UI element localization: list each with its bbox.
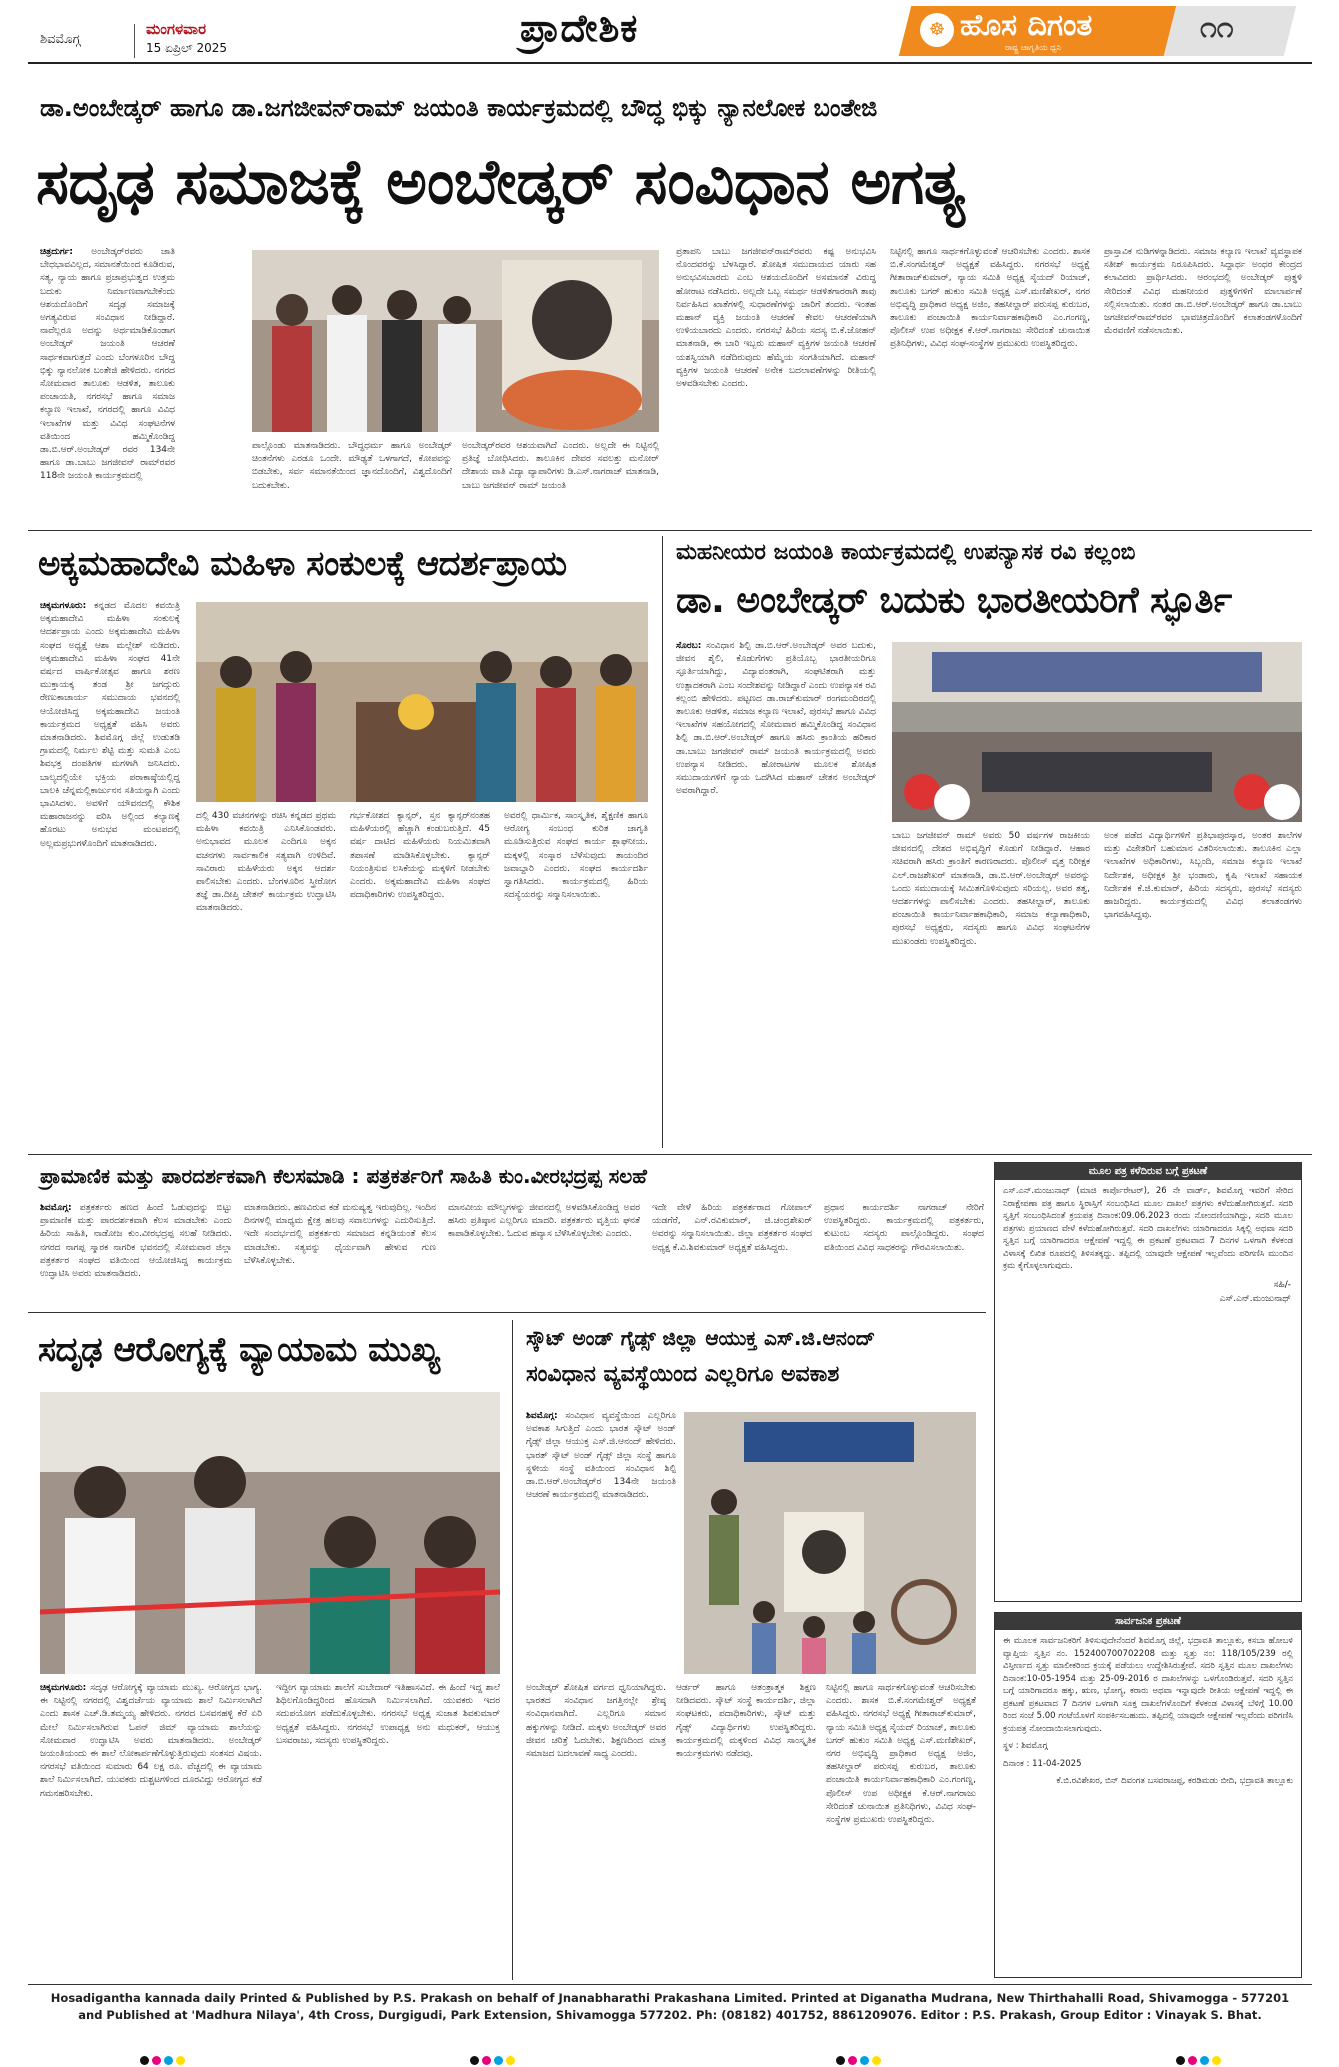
scout-column-1-text: ಸಂವಿಧಾನ ವ್ಯವಸ್ಥೆಯಿಂದ ಎಲ್ಲರಿಗೂ ಅವಕಾಶ ಸಿಗುತ್ತಿದೆ ಎಂದು ಭಾರತ ಸ್ಕೌಟ್ ಅಂಡ್ ಗೈಡ್ಸ್ ಜಿಲ್ಲಾ ಆಯುಕ್ತ ಎಸ್.ಜಿ.ಆನಂದ್ ಹೇಳಿದರು. ಭಾರತ್ ಸ್ಕೌಟ್ ಅಂಡ್ ಗೈಡ್ಸ್ ಜಿಲ್ಲಾ ಸಂಸ್ಥೆ ಹಾಗೂ ಸ್ಥಳೀಯ ಸಂಸ್ಥೆ ವತಿಯಿಂದ ಸಂವಿಧಾನ ಶಿಲ್ಪಿ ಡಾ.ಬಿ.ಆರ್.ಅಂಬೇಡ್ಕರ್‌ರ 134ನೇ ಜಯಂತಿ ಆಚರಣೆ ಕಾರ್ಯಕ್ರಮದಲ್ಲಿ ಮಾತನಾಡಿದರು. [526, 1411, 676, 1501]
akka-column-1 [40, 600, 180, 1140]
notice-sign-name: ಎಸ್.ಎನ್.ಮಂಜುನಾಥ್ [1219, 1293, 1291, 1304]
patrakarta-column-1-text: ಪತ್ರಕರ್ತರು ಹಣದ ಹಿಂದೆ ಓಡುವುದನ್ನು ಬಿಟ್ಟು ಪ್ರಾಮಾಣಿಕ ಮತ್ತು ಪಾರದರ್ಶಕವಾಗಿ ಕೆಲಸ ಮಾಡಬೇಕು ಎಂದು ಹಿರಿಯ ಸಾಹಿತಿ, ನಾಡೋಜ ಕುಂ.ವೀರಭದ್ರಪ್ಪ ಸಲಹೆ ನೀಡಿದರು. ನಗರದ ನಾಗಪ್ಪ ಸ್ಮಾರಕ ನಾಗರಿಕ ಭವನದಲ್ಲಿ ಸೋಮವಾರ ಜಿಲ್ಲಾ ಪತ್ರಕರ್ತರ ಸಂಘದ ವತಿಯಿಂದ ಆಯೋಜಿಸಿದ್ದ ಕಾರ್ಯಕ್ರಮ ಉದ್ಘಾಟಿಸಿ ಅವರು ಮಾತನಾಡಿದರು. [40, 1203, 232, 1280]
divider [28, 530, 1312, 531]
imprint-line-1: Hosadigantha kannada daily Printed & Published by P.S. Prakash on behalf of Jnanabharathi Prakashana Limited. Printed at Diganatha Mudrana, New Thirthahalli Road, Shivamogga - 577201 [50, 1991, 1290, 2005]
vyayama-headline: ಸದೃಢ ಆರೋಗ್ಯಕ್ಕೆ ವ್ಯಾಯಾಮ ಮುಖ್ಯ [38, 1330, 440, 1370]
ravi-photo [892, 642, 1302, 822]
public-notice [994, 1612, 1302, 1978]
registration-marks [140, 2050, 188, 2060]
registration-marks [836, 2050, 884, 2060]
registration-marks [470, 2050, 518, 2060]
notice-body: ಈ ಮೂಲಕ ಸಾರ್ವಜನಿಕರಿಗೆ ತಿಳಿಸುವುದೇನೆಂದರೆ ಶಿವಮೊಗ್ಗ ಜಿಲ್ಲೆ, ಭದ್ರಾವತಿ ತಾಲ್ಲೂಕು, ಕಸಬಾ ಹೋಬಳಿ ವ್ಯಾಪ್ತಿಯ ಸ್ವತ್ತಿನ ನಂ. 152400700702208 ಮತ್ತು ಸ್ವತ್ತು ನಂ: 118/105/239 ರಲ್ಲಿ ವಿಸ್ತೀರ್ಣದ ಸ್ವತ್ತು ಮಾಲೀಕರಿಂದ ಕ್ರಯಕ್ಕೆ ಪಡೆಯಲು ಉದ್ದೇಶಿಸಿರುತ್ತೇವೆ. ಸದರಿ ಸ್ವತ್ತಿನ ಮೂಲ ದಾಖಲೆಗಳು ದಿನಾಂಕ:10-05-1954 ಮತ್ತು 25-09-2016 ರ ದಾಖಲೆಗಳನ್ನು ಒಳಗೊಂಡಿರುತ್ತವೆ. ಸದರಿ ಸ್ವತ್ತಿನ ಬಗ್ಗೆ ಯಾರಿಗಾದರೂ ಹಕ್ಕು, ಋಣ, ಭೋಗ್ಯ, ಕರಾರು ಅಥವಾ ಇನ್ನಾವುದೇ ರೀತಿಯ ಆಕ್ಷೇಪಣೆ ಇದ್ದಲ್ಲಿ ಈ ಪ್ರಕಟಣೆ ಪ್ರಕಟವಾದ 7 ದಿನಗಳ ಒಳಗಾಗಿ ಸೂಕ್ತ ದಾಖಲೆಗಳೊಂದಿಗೆ ಕೆಳಕಂಡ ವಿಳಾಸಕ್ಕೆ ಬೆಳಿಗ್ಗೆ 10.00 ರಿಂದ ಸಂಜೆ 5.00 ಗಂಟೆಯೊಳಗೆ ಸಂಪರ್ಕಿಸಬಹುದು. ತಪ್ಪಿದಲ್ಲಿ ಯಾವುದೇ ಆಕ್ಷೇಪಣೆ ಇಲ್ಲವೆಂದು ಪರಿಗಣಿಸಿ ಕ್ರಯಪತ್ರ ನೋಂದಾಯಿಸಲಾಗುವುದು. [1003, 1636, 1293, 1734]
lead-kicker: ಡಾ.ಅಂಬೇಡ್ಕರ್ ಹಾಗೂ ಡಾ.ಜಗಜೀವನ್‌ರಾಮ್ ಜಯಂತಿ ಕಾರ್ಯಕ್ರಮದಲ್ಲಿ ಬೌದ್ಧ ಭಿಕ್ಕು ನ್ಯಾನಲೋಕ ಬಂತೇಜಿ [40, 94, 878, 122]
brand-tagline: ರಾಷ್ಟ್ರ ಜಾಗೃತಿಯ ಧ್ವನಿ [1005, 43, 1062, 52]
ravi-column-1 [676, 640, 876, 1140]
imprint [28, 1990, 1312, 2024]
notice-sign-label: ಸಹಿ/- [1273, 1279, 1291, 1290]
ravi-headline: ಡಾ. ಅಂಬೇಡ್ಕರ್ ಬದುಕು ಭಾರತೀಯರಿಗೆ ಸ್ಫೂರ್ತಿ [676, 580, 1232, 621]
patrakarta-column-2: ಮಾತನಾಡಿದರು. ಹಣವಿರುವ ಕಡೆ ಮನುಷ್ಯತ್ವ ಇರುವುದಿಲ್ಲ. ಇಂದಿನ ದಿನಗಳಲ್ಲಿ ಮಾಧ್ಯಮ ಕ್ಷೇತ್ರ ಹಲವು ಸವಾಲುಗಳನ್ನು ಎದುರಿಸುತ್ತಿದೆ. ಇದೇ ಸಂದರ್ಭದಲ್ಲಿ ಪತ್ರಕರ್ತರು ಸಮಾಜದ ಕನ್ನಡಿಯಂತೆ ಕೆಲಸ ಮಾಡಬೇಕು. ಸತ್ಯವನ್ನು ಧೈರ್ಯವಾಗಿ ಹೇಳುವ ಗುಣ ಬೆಳೆಸಿಕೊಳ್ಳಬೇಕು. [244, 1203, 436, 1266]
scout-column-1 [526, 1410, 676, 1680]
lead-column-1 [40, 246, 175, 524]
notice-title: ಮೂಲ ಪತ್ರ ಕಳೆದಿರುವ ಬಗ್ಗೆ ಪ್ರಕಟಣೆ [995, 1163, 1301, 1180]
divider [28, 1984, 1312, 1985]
lost-document-notice [994, 1162, 1302, 1602]
ravi-column-2: ಬಾಬು ಜಗಜೀವನ್ ರಾಮ್ ಅವರು 50 ವರ್ಷಗಳ ರಾಜಕೀಯ ಜೀವನದಲ್ಲಿ ದೇಶದ ಅಭಿವೃದ್ಧಿಗೆ ಕೊಡುಗೆ ನೀಡಿದ್ದಾರೆ. ಆಹಾರ ಸಚಿವರಾಗಿ ಹಸಿರು ಕ್ರಾಂತಿಗೆ ಕಾರಣರಾದರು. ಪೊಲೀಸ್ ವೃತ್ತ ನಿರೀಕ್ಷಕ ಎಲ್.ರಾಜಶೇಖರ್ ಮಾತನಾಡಿ, ಡಾ.ಬಿ.ಆರ್.ಅಂಬೇಡ್ಕರ್ ಅವರನ್ನು ಒಂದು ಸಮುದಾಯಕ್ಕೆ ಸೀಮಿತಗೊಳಿಸುವುದು ಸರಿಯಲ್ಲ. ಅವರ ತತ್ವ, ಆದರ್ಶಗಳನ್ನು ಪಾಲಿಸಬೇಕು ಎಂದರು. ತಹಸೀಲ್ದಾರ್, ತಾಲೂಕು ಪಂಚಾಯಿತಿ ಕಾರ್ಯನಿರ್ವಾಹಕಾಧಿಕಾರಿ, ಸಮಾಜ ಕಲ್ಯಾಣಾಧಿಕಾರಿ, ಪುರಸಭೆ ಅಧ್ಯಕ್ಷರು, ಸದಸ್ಯರು ಹಾಗೂ ವಿವಿಧ ಸಂಘಟನೆಗಳ ಮುಖಂಡರು ಉಪಸ್ಥಿತರಿದ್ದರು. [892, 831, 1090, 947]
imprint-line-2: and Published at 'Madhura Nilaya', 4th Cross, Durgigudi, Park Extension, Shivamogga 577202. Ph: (08182) 401752, 8861209076. Editor : P.S. Prakash, Group Editor : Vinayak S. Bhat. [78, 2008, 1262, 2022]
section-title: ಪ್ರಾದೇಶಿಕ [520, 6, 639, 50]
masthead-divider [134, 24, 135, 58]
vyayama-column-2: ಇದ್ದೀಗ ವ್ಯಾಯಾಮ ಶಾಲೆಗೆ ಸುಬೇದಾರ್ ಇತಿಹಾಸವಿದೆ. ಈ ಹಿಂದೆ ಇದ್ದ ಶಾಲೆ ಶಿಥಿಲಗೊಂಡಿದ್ದರಿಂದ ಹೊಸದಾಗಿ ನಿರ್ಮಿಸಲಾಗಿದೆ. ಯುವಕರು ಇದರ ಸದುಪಯೋಗ ಪಡೆದುಕೊಳ್ಳಬೇಕು. ನಗರಸಭೆ ಅಧ್ಯಕ್ಷ ಸುಜಾತ ಶಿವಕುಮಾರ್ ಅಧ್ಯಕ್ಷತೆ ವಹಿಸಿದ್ದರು. ನಗರಸಭೆ ಉಪಾಧ್ಯಕ್ಷ ಅನು ಮಧುಕರ್, ಆಯುಕ್ತ ಬಸವರಾಜು, ಸದಸ್ಯರು ಉಪಸ್ಥಿತರಿದ್ದರು. [276, 1683, 500, 1746]
lead-dateline: ಚಿತ್ರದುರ್ಗ: [40, 247, 74, 257]
patrakarta-column-1 [40, 1202, 232, 1300]
lead-column-5: ನಿಟ್ಟಿನಲ್ಲಿ ಹಾಗೂ ಸಾರ್ಥಕಗೊಳ್ಳುವಂತೆ ಆಚರಿಸಬೇಕು ಎಂದರು. ಶಾಸಕ ಬಿ.ಕೆ.ಸಂಗಮೇಶ್ವರ್ ಅಧ್ಯಕ್ಷತೆ ವಹಿಸಿದ್ದರು. ನಗರಸಭೆ ಅಧ್ಯಕ್ಷೆ ಗೀತಾರಾಜ್‌ಕುಮಾರ್, ನ್ಯಾಯ ಸಮಿತಿ ಅಧ್ಯಕ್ಷ ಸೈಯದ್ ರಿಯಾಜ್, ತಾಲೂಕು ಬಗರ್ ಹುಕುಂ ಸಮಿತಿ ಅಧ್ಯಕ್ಷ ಎಸ್.ಮಣಿಶೇಖರ್, ನಗರ ಅಭಿವೃದ್ಧಿ ಪ್ರಾಧಿಕಾರ ಅಧ್ಯಕ್ಷ ಅಜಿಂ, ತಹಸೀಲ್ದಾರ್ ಪರುಸಪ್ಪ ಕುರುಬರ, ತಾಲೂಕು ಪಂಚಾಯಿತಿ ಕಾರ್ಯನಿರ್ವಾಹಕಾಧಿಕಾರಿ ಎಂ.ಗಂಗಣ್ಣ, ಪೊಲೀಸ್ ಉಪ ಅಧೀಕ್ಷಕ ಕೆ.ಆರ್.ನಾಗರಾಜು ಸೇರಿದಂತೆ ಚುನಾಯಿತ ಪ್ರತಿನಿಧಿಗಳು, ವಿವಿಧ ಸಂಘ-ಸಂಸ್ಥೆಗಳ ಪ್ರಮುಖರು ಉಪಸ್ಥಿತರಿದ್ದರು. [890, 247, 1090, 350]
lead-column-3: ಅಂಬೇಡ್ಕರ್‌ರವರ ಆಶಯವಾಗಿದೆ ಎಂದರು. ಅಲ್ಲದೇ ಈ ನಿಟ್ಟಿನಲ್ಲಿ ಪ್ರತಿಜ್ಞೆ ಬೋಧಿಸಿದರು. ತಾಲೂಕಿನ ದೇವರ ಸವಲತ್ತು ಮನೋರ್ ದೇಶಾಯ ವಾತಿ ವಿದ್ಯಾ ವ್ಯಾಪಾರಿಗಳು ಡಿ.ಎಸ್.ನಾಗರಾಜ್ ಮಾತನಾಡಿ, ಬಾಬು ಜಗಜೀವನ್ ರಾಮ್ ಜಯಂತಿ [462, 441, 659, 491]
notice-place: ಸ್ಥಳ : ಶಿವಮೊಗ್ಗ [1003, 1741, 1048, 1751]
notice-body: ಎಸ್.ಎನ್.ಮಂಜುನಾಥ್ (ಮಾಜಿ ಕಾರ್ಪೊರೇಟರ್), 26 ನೇ ವಾರ್ಡ್, ಶಿವಮೊಗ್ಗ ಇವರಿಗೆ ಸೇರಿದ ನಿರಾಕ್ಷೇಪಣಾ ಪತ್ರ ಹಾಗೂ ಸ್ಥಿರಾಸ್ತಿಗೆ ಸಂಬಂಧಿಸಿದ ಮೂಲ ದಾಖಲೆ ಪತ್ರಗಳು ಕಳೆದುಹೋಗಿರುತ್ತವೆ. ಸದರಿ ಸ್ವತ್ತಿಗೆ ಸಂಬಂಧಿಸಿದಂತೆ ಕ್ರಯಪತ್ರ ದಿನಾಂಕ:09.06.2023 ರಂದು ನೋಂದಣಿಯಾಗಿದ್ದು, ಸದರಿ ಮೂಲ ಪತ್ರಗಳು ಪ್ರಯಾಣದ ವೇಳೆ ಕಳೆದುಹೋಗಿರುತ್ತವೆ. ಸದರಿ ದಾಖಲೆಗಳು ಯಾರಿಗಾದರೂ ಸಿಕ್ಕಲ್ಲಿ ಅಥವಾ ಸದರಿ ಸ್ವತ್ತಿನ ಬಗ್ಗೆ ಯಾರಿಗಾದರೂ ಆಕ್ಷೇಪಣೆ ಇದ್ದಲ್ಲಿ ಈ ಪ್ರಕಟಣೆ ಪ್ರಕಟವಾದ 7 ದಿನಗಳ ಒಳಗಾಗಿ ಕೆಳಕಂಡ ವಿಳಾಸಕ್ಕೆ ಲಿಖಿತ ರೂಪದಲ್ಲಿ ತಿಳಿಸತಕ್ಕದ್ದು. ತಪ್ಪಿದಲ್ಲಿ ಯಾವುದೇ ಆಕ್ಷೇಪಣೆ ಇಲ್ಲವೆಂದು ಪರಿಗಣಿಸಿ ಮುಂದಿನ ಕ್ರಮ ಕೈಗೊಳ್ಳಲಾಗುವುದು. [1003, 1186, 1293, 1271]
ravi-dateline: ಸೊರಬ: [676, 641, 702, 651]
scout-photo [684, 1412, 976, 1674]
divider [28, 1312, 986, 1313]
page-number: ೧೧ [1200, 10, 1234, 45]
akka-column-4: ಅವರಲ್ಲಿ ಧಾರ್ಮಿಕ, ಸಾಂಸ್ಕೃತಿಕ, ಶೈಕ್ಷಣಿಕ ಹಾಗೂ ಆರೋಗ್ಯ ಸಂಬಂಧ ಕುರಿತ ಜಾಗೃತಿ ಮೂಡಿಸುತ್ತಿರುವ ಸಂಘದ ಕಾರ್ಯ ಶ್ಲಾಘನೀಯ. ಮಕ್ಕಳಲ್ಲಿ ಸಂಸ್ಕಾರ ಬೆಳೆಸುವುದು ತಾಯಂದಿರ ಜವಾಬ್ದಾರಿ ಎಂದರು. ಸಂಘದ ಕಾರ್ಯದರ್ಶಿ ಸ್ವಾಗತಿಸಿದರು. ಕಾರ್ಯಕ್ರಮದಲ್ಲಿ ಹಿರಿಯ ಸದಸ್ಯೆಯರನ್ನು ಸನ್ಮಾನಿಸಲಾಯಿತು. [504, 811, 648, 901]
lead-photo [252, 250, 659, 432]
masthead-date: 15 ಏಪ್ರಿಲ್ 2025 [146, 41, 228, 55]
column-divider [662, 536, 663, 1148]
akka-column-1-text: ಕನ್ನಡದ ಮೊದಲ ಕವಯಿತ್ರಿ ಅಕ್ಕಮಹಾದೇವಿ ಮಹಿಳಾ ಸಂಕುಲಕ್ಕೆ ಆದರ್ಶಪ್ರಾಯ ಎಂದು ಅಕ್ಕಮಹಾದೇವಿ ಮಹಿಳಾ ಸಂಘದ ಅಧ್ಯಕ್ಷೆ ಆಶಾ ಮಲ್ಲೇಶ್ ನುಡಿದರು. ಅಕ್ಕಮಹಾದೇವಿ ಮಹಿಳಾ ಸಂಘದ 41ನೇ ವರ್ಷದ ವಾರ್ಷಿಕೋತ್ಸವ ಹಾಗೂ ಶರಣ ಮುಕ್ತಾಯಕ್ಕ ತಂಡ ಶ್ರೀ ಜಗದ್ಗುರು ರೇಣುಕಾಚಾರ್ಯ ಸಮುದಾಯ ಭವನದಲ್ಲಿ ಆಯೋಜಿಸಿದ್ದ ಅಕ್ಕಮಹಾದೇವಿ ಜಯಂತಿ ಕಾರ್ಯಕ್ರಮದ ಅಧ್ಯಕ್ಷತೆ ವಹಿಸಿ ಅವರು ಮಾತನಾಡಿದರು. ಶಿವಮೊಗ್ಗ ಜಿಲ್ಲೆ ಉಡುತಡಿ ಗ್ರಾಮದಲ್ಲಿ ನಿರ್ಮಲ ಶೆಟ್ಟಿ ಮತ್ತು ಸುಮತಿ ಎಂಬ ಶಿವಭಕ್ತ ದಂಪತಿಗಳ ಮಗಳಾಗಿ ಜನಿಸಿದರು. ಬಾಲ್ಯದಲ್ಲಿಯೇ ಭಕ್ತಿಯ ಪರಾಕಾಷ್ಠೆಯಲ್ಲಿದ್ದ ಬಾಲಕಿ ಚೆನ್ನಮಲ್ಲಿಕಾರ್ಜುನನ ಸತಿಯನ್ನಾಗಿ ಎಂದು ಭಾವಿಸಿದಳು. ಅವಳಿಗೆ ಯೌವನದಲ್ಲಿ ಕೌಶಿಕ ಮಹಾರಾಜನನ್ನು ವರಿಸಿ ಅಲ್ಲಿಂದ ಕಲ್ಯಾಣಕ್ಕೆ ಹೊರಟು ಅನುಭವ ಮಂಟಪದಲ್ಲಿ ಅಲ್ಲಮಪ್ರಭುಗಳೊಂದಿಗೆ ಮಾತನಾಡಿದರು. [40, 601, 180, 849]
patrakarta-column-5: ಪ್ರಧಾನ ಕಾರ್ಯದರ್ಶಿ ನಾಗರಾಜ್ ನೇರಿಗೆ ಉಪಸ್ಥಿತರಿದ್ದರು. ಕಾರ್ಯಕ್ರಮದಲ್ಲಿ ಪತ್ರಕರ್ತರು, ಕುಟುಂಬ ಸದಸ್ಯರು ಪಾಲ್ಗೊಂಡಿದ್ದರು. ಸಂಘದ ವತಿಯಿಂದ ವಿವಿಧ ಸಾಧಕರನ್ನು ಗೌರವಿಸಲಾಯಿತು. [824, 1203, 984, 1253]
lead-column-6: ಪ್ರಾಸ್ತಾವಿಕ ನುಡಿಗಳನ್ನಾಡಿದರು. ಸಮಾಜ ಕಲ್ಯಾಣ ಇಲಾಖೆ ವ್ಯವಸ್ಥಾಪಕ ಸತೀಶ್ ಕಾರ್ಯಕ್ರಮ ನಿರೂಪಿಸಿದರು. ಸಿದ್ದಾರ್ಥ ಅಂಧರ ಕೇಂದ್ರದ ಕಲಾವಿದರು ಪ್ರಾರ್ಥಿಸಿದರು. ಆರಂಭದಲ್ಲಿ ಅಂಬೇಡ್ಕರ್ ಪುತ್ಥಳಿ ಸೇರಿದಂತೆ ವಿವಿಧ ಮಹನೀಯರ ಪುತ್ಥಳಿಗಳಿಗೆ ಮಾಲಾರ್ಪಣೆ ಸಲ್ಲಿಸಲಾಯಿತು. ನಂತರ ಡಾ.ಬಿ.ಆರ್.ಅಂಬೇಡ್ಕರ್ ಹಾಗೂ ಡಾ.ಬಾಬು ಜಗಜೀವನ್‌ರಾಮ್‌ರವರ ಭಾವಚಿತ್ರದೊಂದಿಗೆ ಕಲಾತಂಡಗಳೊಂದಿಗೆ ಮೆರವಣಿಗೆ ನಡೆಸಲಾಯಿತು. [1104, 247, 1302, 337]
vyayama-column-1 [40, 1682, 262, 1978]
akka-column-2: ದಲ್ಲಿ 430 ವಚನಗಳನ್ನು ರಚಿಸಿ ಕನ್ನಡದ ಪ್ರಥಮ ಮಹಿಳಾ ಕವಯಿತ್ರಿ ಎನಿಸಿಕೊಂಡವರು. ಅನುಭಾವದ ಮೂಲಕ ಎಂದಿಗೂ ಅಕ್ಕನ ವಚನಗಳು ಸಾರ್ವಕಾಲಿಕ ಸತ್ಯವಾಗಿ ಉಳಿದಿವೆ. ಸಾವಿರಾರು ಮಹಿಳೆಯರು ಅಕ್ಕನ ಆದರ್ಶ ಪಾಲಿಸಬೇಕು ಎಂದರು. ಬೆಂಗಳೂರಿನ ಸ್ತ್ರೀರೋಗ ತಜ್ಞೆ ಡಾ.ದೀಪ್ತಿ ಚೇತನ್ ಕಾರ್ಯಕ್ರಮ ಉದ್ಘಾಟಿಸಿ ಮಾತನಾಡಿದರು. [196, 811, 336, 914]
brand-logo-icon: ☸ [920, 13, 954, 47]
ravi-column-1-text: ಸಂವಿಧಾನ ಶಿಲ್ಪಿ ಡಾ.ಬಿ.ಆರ್.ಅಂಬೇಡ್ಕರ್ ಅವರ ಬದುಕು, ಜೀವನ ಶೈಲಿ, ಕೊಡುಗೆಗಳು ಪ್ರತಿಯೊಬ್ಬ ಭಾರತೀಯರಿಗೂ ಸ್ಫೂರ್ತಿಯಾಗಿದ್ದು, ವಿದ್ಯಾವಂತರಾಗಿ, ಸಂಘಟಿತರಾಗಿ ಮತ್ತು ಉತ್ಪಾದಕರಾಗಿ ಎಂಬ ಸಂದೇಶವನ್ನು ನೀಡಿದ್ದಾರೆ ಎಂದು ಉಪನ್ಯಾಸಕ ರವಿ ಕಲ್ಲಂಬಿ ಹೇಳಿದರು. ಪಟ್ಟಣದ ಡಾ.ರಾಜ್‌ಕುಮಾರ್ ರಂಗಮಂದಿರದಲ್ಲಿ ತಾಲೂಕು ಆಡಳಿತ, ಸಮಾಜ ಕಲ್ಯಾಣ ಇಲಾಖೆ, ಪುರಸಭೆ ಹಾಗೂ ವಿವಿಧ ಇಲಾಖೆಗಳ ಸಹಯೋಗದಲ್ಲಿ ಸೋಮವಾರ ಹಮ್ಮಿಕೊಂಡಿದ್ದ ಸಂವಿಧಾನ ಶಿಲ್ಪಿ ಡಾ.ಬಿ.ಆರ್.ಅಂಬೇಡ್ಕರ್ ಹಾಗೂ ಹಸಿರು ಕ್ರಾಂತಿಯ ಹರಿಕಾರ ಡಾ.ಬಾಬು ಜಗಜೀವನ್ ರಾಮ್ ಜಯಂತಿ ಕಾರ್ಯಕ್ರಮದಲ್ಲಿ ಅವರು ಉಪನ್ಯಾಸ ನೀಡಿದರು. ಹೋರಾಟಗಳ ಮೂಲಕ ಶೋಷಿತ ಸಮುದಾಯಗಳಿಗೆ ನ್ಯಾಯ ಒದಗಿಸಿದ ಮಹಾನ್ ಚೇತನ ಅಂಬೇಡ್ಕರ್ ಅವರಾಗಿದ್ದಾರೆ. [676, 641, 876, 797]
divider [28, 1154, 1312, 1155]
akka-photo [196, 602, 648, 802]
scout-column-4: ನಿಟ್ಟಿನಲ್ಲಿ ಹಾಗೂ ಸಾರ್ಥಕಗೊಳ್ಳುವಂತೆ ಆಚರಿಸಬೇಕು ಎಂದರು. ಶಾಸಕ ಬಿ.ಕೆ.ಸಂಗಮೇಶ್ವರ್ ಅಧ್ಯಕ್ಷತೆ ವಹಿಸಿದ್ದರು. ನಗರಸಭೆ ಅಧ್ಯಕ್ಷೆ ಗೀತಾರಾಜ್‌ಕುಮಾರ್, ನ್ಯಾಯ ಸಮಿತಿ ಅಧ್ಯಕ್ಷ ಸೈಯದ್ ರಿಯಾಜ್, ತಾಲೂಕು ಬಗರ್ ಹುಕುಂ ಸಮಿತಿ ಅಧ್ಯಕ್ಷ ಎಸ್.ಮಣಿಶೇಖರ್, ನಗರ ಅಭಿವೃದ್ಧಿ ಪ್ರಾಧಿಕಾರ ಅಧ್ಯಕ್ಷ ಅಜಿಂ, ತಹಸೀಲ್ದಾರ್ ಪರುಸಪ್ಪ ಕುರುಬರ, ತಾಲೂಕು ಪಂಚಾಯಿತಿ ಕಾರ್ಯನಿರ್ವಾಹಕಾಧಿಕಾರಿ ಎಂ.ಗಂಗಣ್ಣ, ಪೊಲೀಸ್ ಉಪ ಅಧೀಕ್ಷಕ ಕೆ.ಆರ್.ನಾಗರಾಜು ಸೇರಿದಂತೆ ಚುನಾಯಿತ ಪ್ರತಿನಿಧಿಗಳು, ವಿವಿಧ ಸಂಘ-ಸಂಸ್ಥೆಗಳ ಪ್ರಮುಖರು ಉಪಸ್ಥಿತರಿದ್ದರು. [826, 1683, 976, 1826]
scout-kicker: ಸ್ಕೌಟ್ ಅಂಡ್ ಗೈಡ್ಸ್ ಜಿಲ್ಲಾ ಆಯುಕ್ತ ಎಸ್.ಜಿ.ಆನಂದ್ [526, 1326, 876, 1350]
scout-column-2: ಅಂಬೇಡ್ಕರ್ ಶೋಷಿತ ವರ್ಗದ ಧ್ವನಿಯಾಗಿದ್ದರು. ಭಾರತದ ಸಂವಿಧಾನ ಜಗತ್ತಿನಲ್ಲೇ ಶ್ರೇಷ್ಠ ಸಂವಿಧಾನವಾಗಿದೆ. ಎಲ್ಲರಿಗೂ ಸಮಾನ ಹಕ್ಕುಗಳನ್ನು ನೀಡಿದೆ. ಮಕ್ಕಳು ಅಂಬೇಡ್ಕರ್ ಅವರ ಜೀವನ ಚರಿತ್ರೆ ಓದಬೇಕು. ಶಿಕ್ಷಣದಿಂದ ಮಾತ್ರ ಸಮಾಜದ ಬದಲಾವಣೆ ಸಾಧ್ಯ ಎಂದರು. [526, 1683, 666, 1760]
masthead-city: ಶಿವಮೊಗ್ಗ [40, 32, 81, 47]
scout-column-3: ಆರ್ಡರ್ ಹಾಗೂ ಆತಂತ್ರಾತ್ಮಕ ಶಿಕ್ಷಣ ನೀಡಿದವರು. ಸ್ಕೌಟ್ ಸಂಸ್ಥೆ ಕಾರ್ಯದರ್ಶಿ, ಜಿಲ್ಲಾ ಸಂಘಟಕರು, ಪದಾಧಿಕಾರಿಗಳು, ಸ್ಕೌಟ್ ಮತ್ತು ಗೈಡ್ಸ್ ವಿದ್ಯಾರ್ಥಿಗಳು ಉಪಸ್ಥಿತರಿದ್ದರು. ಕಾರ್ಯಕ್ರಮದಲ್ಲಿ ಮಕ್ಕಳಿಂದ ವಿವಿಧ ಸಾಂಸ್ಕೃತಿಕ ಕಾರ್ಯಕ್ರಮಗಳು ನಡೆದವು. [676, 1683, 816, 1760]
akka-headline: ಅಕ್ಕಮಹಾದೇವಿ ಮಹಿಳಾ ಸಂಕುಲಕ್ಕೆ ಆದರ್ಶಪ್ರಾಯ [38, 544, 567, 584]
masthead-day: ಮಂಗಳವಾರ [146, 20, 207, 38]
patrakarta-column-3: ಮಾನವೀಯ ಮೌಲ್ಯಗಳನ್ನು ಜೀವನದಲ್ಲಿ ಅಳವಡಿಸಿಕೊಂಡಿದ್ದ ಅವರ ಹಸಿರು ಪ್ರತಿಷ್ಠಾನ ಎಲ್ಲರಿಗೂ ಮಾದರಿ. ಪತ್ರಕರ್ತರು ವೃತ್ತಿಯ ಘನತೆ ಕಾಪಾಡಿಕೊಳ್ಳಬೇಕು. ಓದುವ ಹವ್ಯಾಸ ಬೆಳೆಸಿಕೊಳ್ಳಬೇಕು ಎಂದರು. [448, 1203, 640, 1240]
lead-headline: ಸದೃಢ ಸಮಾಜಕ್ಕೆ ಅಂಬೇಡ್ಕರ್ ಸಂವಿಧಾನ ಅಗತ್ಯ [36, 145, 965, 218]
akka-dateline: ಚಿಕ್ಕಮಗಳೂರು: [40, 601, 87, 611]
lead-column-2: ಪಾಲ್ಗೊಂಡು ಮಾತನಾಡಿದರು. ಬೌದ್ಧಧರ್ಮ ಹಾಗೂ ಅಂಬೇಡ್ಕರ್ ಚಿಂತನೆಗಳು ಎರಡೂ ಒಂದೇ. ಮೌಢ್ಯತೆ ಒಳಗಾಗದೆ, ಕೋಪವನ್ನು ಬಿಡಬೇಕು, ಸರ್ವ ಸಮಾನತೆಯಿಂದ ಜ್ಞಾನದೊಂದಿಗೆ, ವಿಶ್ವದೊಂದಿಗೆ ಬದುಕಬೇಕು. [252, 441, 452, 491]
scout-headline: ಸಂವಿಧಾನ ವ್ಯವಸ್ಥೆಯಿಂದ ಎಲ್ಲರಿಗೂ ಅವಕಾಶ [526, 1362, 840, 1387]
registration-marks [1176, 2050, 1224, 2060]
scout-dateline: ಶಿವಮೊಗ್ಗ: [526, 1411, 558, 1421]
ravi-column-3: ಅಂಕ ಪಡೆದ ವಿದ್ಯಾರ್ಥಿಗಳಿಗೆ ಪ್ರತಿಭಾಪುರಸ್ಕಾರ, ಅಂತರ ಶಾಲೆಗಳ ಮತ್ತು ವಿಜೇತರಿಗೆ ಬಹುಮಾನ ವಿತರಿಸಲಾಯಿತು. ತಾಲೂಕಿನ ಎಲ್ಲಾ ಇಲಾಖೆಗಳ ಅಧಿಕಾರಿಗಳು, ಸಿಬ್ಬಂದಿ, ಸಮಾಜ ಕಲ್ಯಾಣ ಇಲಾಖೆ ನಿರ್ದೇಶಕ, ಅಧೀಕ್ಷಕ ಶ್ರೀ ಭಂಡಾರು, ಕೃಷಿ ಇಲಾಖೆ ಸಹಾಯಕ ನಿರ್ದೇಶಕ ಕೆ.ಜಿ.ಕುಮಾರ್, ಹಿರಿಯ ಸದಸ್ಯರು, ಪುರಸಭೆ ಸದಸ್ಯರು ಹಾಜರಿದ್ದರು. ಕಾರ್ಯಕ್ರಮದಲ್ಲಿ ವಿವಿಧ ಕಲಾತಂಡಗಳು ಭಾಗವಹಿಸಿದ್ದವು. [1104, 831, 1302, 921]
lead-column-4: ಪ್ರತಾಪನಿ ಬಾಬು ಜಗಜೀವನ್‌ರಾಮ್‌ರವರು ಕಷ್ಟ ಅನುಭವಿಸಿ ನೊಂದವರನ್ನು ಬೆಳಸಿದ್ದಾರೆ. ಶೋಷಿತ ಸಮುದಾಯದ ಯಾರು ಸಹ ಅನುಭವಿಸಬಾರದು ಎಂಬ ಆಶಯದೊಂದಿಗೆ ಅಸಮಾನತೆ ವಿರುದ್ಧ ಹೋರಾಟ ನಡೆಸಿದರು. ಅಲ್ಲದೇ ಒಬ್ಬ ಸಮರ್ಥ ಆಡಳಿತಗಾರರಾಗಿ ತಾವು ನಿರ್ವಹಿಸಿದ ಖಾತೆಗಳಲ್ಲಿ ಸುಧಾರಣೆಗಳನ್ನು ಜಾರಿಗೆ ತಂದರು. ಇಂತಹ ಮಹಾನ್ ವ್ಯಕ್ತಿ ಜಯಂತಿ ಆಚರಣೆ ಕೇವಲ ಆಚರಣೆಯಾಗಿ ಉಳಿಯಬಾರದು ಎಂದರು. ನಗರಸಭೆ ಹಿರಿಯ ಸದಸ್ಯ ಬಿ.ಕೆ.ಜೋಹನ್ ಮಾತನಾಡಿ, ಈ ಬಾರಿ ಇಬ್ಬರು ಮಹಾನ್ ವ್ಯಕ್ತಿಗಳ ಜಯಂತಿ ಆಚರಣೆ ಯಶಸ್ವಿಯಾಗಿ ನಡೆದಿರುವುದು ಹೆಮ್ಮೆಯ ಸಂಗತಿಯಾಗಿದೆ. ಮಹಾನ್ ವ್ಯಕ್ತಿಗಳ ಜಯಂತಿ ಆಚರಣೆ ಅನೇಕ ಬದಲಾವಣೆಗಳನ್ನು ರೀತಿಯಲ್ಲಿ ಅಳವಡಿಸಬೇಕು ಎಂದರು. [676, 247, 876, 390]
column-divider [512, 1320, 513, 1980]
lead-column-1-text: ಅಂಬೇಡ್ಕರ್‌ರವರು ಜಾತಿ ಬೇಧಭಾವವಿಲ್ಲದ, ಸಮಾನತೆಯಿಂದ ಕೂಡಿರುವ, ಸತ್ಯ, ನ್ಯಾಯ ಹಾಗೂ ಪ್ರಜಾಪ್ರಭುತ್ವದ ಉತ್ತಮ ಬದುಕು ನಿರ್ಮಾಣವಾಗಬೇಕೆಂದು ಆಶಯದೊಂದಿಗೆ ಸದೃಢ ಸಮಾಜಕ್ಕೆ ಅಗತ್ಯವಿರುವ ಸಂವಿಧಾನ ನೀಡಿದ್ದಾರೆ. ನಾವೆಲ್ಲರೂ ಅದನ್ನು ಅರ್ಥಮಾಡಿಕೊಂಡಾಗ ಅಂಬೇಡ್ಕರ್ ಜಯಂತಿ ಆಚರಣೆ ಸಾರ್ಥಕವಾಗುತ್ತದೆ ಎಂದು ಬೆಂಗಳೂರಿನ ಬೌದ್ಧ ಭಿಕ್ಕು ನ್ಯಾನಲೋಕ ಬಂತೇಜಿ ಹೇಳಿದರು. ನಗರದ ಸೋಮವಾರ ತಾಲೂಕು ಆಡಳಿತ, ತಾಲೂಕು ಪಂಚಾಯತಿ, ನಗರಸಭೆ ಹಾಗೂ ಸಮಾಜ ಕಲ್ಯಾಣ ಇಲಾಖೆ, ನಗರದಲ್ಲಿ ಹಾಗೂ ವಿವಿಧ ಇಲಾಖೆಗಳ ಮತ್ತು ವಿವಿಧ ಸಂಘಟನೆಗಳ ವತಿಯಿಂದ ಹಮ್ಮಿಕೊಂಡಿದ್ದ ಡಾ.ಬಿ.ಆರ್.ಅಂಬೇಡ್ಕರ್ ರವರ 134ನೇ ಹಾಗೂ ಡಾ.ಬಾಬು ಜಗಜೀವನ್ ರಾಮ್‌ರವರ 118ನೇ ಜಯಂತಿ ಕಾರ್ಯಕ್ರಮದಲ್ಲಿ [40, 247, 175, 482]
vyayama-column-1-text: ಸದೃಢ ಆರೋಗ್ಯಕ್ಕೆ ವ್ಯಾಯಾಮ ಮುಖ್ಯ. ಆರೋಗ್ಯದ ಭಾಗ್ಯ. ಈ ನಿಟ್ಟಿನಲ್ಲಿ ನಗರದಲ್ಲಿ ವಿಶ್ವದರ್ಜೆಯ ವ್ಯಾಯಾಮ ಶಾಲೆ ನಿರ್ಮಿಸಲಾಗಿದೆ ಎಂದು ಶಾಸಕ ಎಚ್.ಡಿ.ತಮ್ಮಯ್ಯ ಹೇಳಿದರು. ನಗರದ ಬಸವನಹಳ್ಳಿ ಕೆರೆ ಏರಿ ಮೇಲೆ ನಿರ್ಮಿಸಲಾಗಿರುವ ಓಪನ್ ಜಿಮ್ ವ್ಯಾಯಾಮ ಶಾಲೆಯನ್ನು ಸೋಮವಾರ ಉದ್ಘಾಟಿಸಿ ಅವರು ಮಾತನಾಡಿದರು. ಅಂಬೇಡ್ಕರ್ ಜಯಂತಿಯಂದು ಈ ಶಾಲೆ ಲೋಕಾರ್ಪಣೆಗೊಳ್ಳುತ್ತಿರುವುದು ಸಂತಸದ ವಿಷಯ. ನಗರಸಭೆ ವತಿಯಿಂದ ಸುಮಾರು 64 ಲಕ್ಷ ರೂ. ವೆಚ್ಚದಲ್ಲಿ ಈ ವ್ಯಾಯಾಮ ಶಾಲೆ ನಿರ್ಮಿಸಲಾಗಿದೆ. ಯುವಕರು ದುಶ್ಚಟಗಳಿಂದ ದೂರವಿದ್ದು ಆರೋಗ್ಯದ ಕಡೆ ಗಮನಹರಿಸಬೇಕು. [40, 1683, 262, 1799]
vyayama-dateline: ಚಿಕ್ಕಮಗಳೂರು: [40, 1683, 87, 1693]
patrakarta-column-4: ಇದೇ ವೇಳೆ ಹಿರಿಯ ಪತ್ರಕರ್ತರಾದ ಗೋಪಾಲ್ ಯಡಗೆರೆ, ಎನ್.ರವಿಕುಮಾರ್, ಜಿ.ಚಂದ್ರಶೇಖರ್ ಅವರನ್ನು ಸನ್ಮಾನಿಸಲಾಯಿತು. ಜಿಲ್ಲಾ ಪತ್ರಕರ್ತರ ಸಂಘದ ಅಧ್ಯಕ್ಷ ಕೆ.ವಿ.ಶಿವಕುಮಾರ್ ಅಧ್ಯಕ್ಷತೆ ವಹಿಸಿದ್ದರು. [652, 1203, 812, 1253]
brand-name: ಹೊಸ ದಿಗಂತ [960, 8, 1093, 43]
notice-signature: ಕೆ.ಬಿ.ರವಿಶೇಖರ, ಬಿನ್ ದಿವಂಗತ ಬಸವರಾಜಪ್ಪ, ಕರಡಿಮಡು ಬೀದಿ, ಭದ್ರಾವತಿ ತಾಲ್ಲೂಕು [1056, 1776, 1293, 1786]
notice-title: ಸಾರ್ವಜನಿಕ ಪ್ರಕಟಣೆ [995, 1613, 1301, 1630]
akka-column-3: ಗರ್ಭಕೋಶದ ಕ್ಯಾನ್ಸರ್, ಸ್ತನ ಕ್ಯಾನ್ಸರ್‌ನಂತಹ ಮಹಿಳೆಯರಲ್ಲಿ ಹೆಚ್ಚಾಗಿ ಕಂಡುಬರುತ್ತಿದೆ. 45 ವರ್ಷ ದಾಟಿದ ಮಹಿಳೆಯರು ನಿಯಮಿತವಾಗಿ ತಪಾಸಣೆ ಮಾಡಿಸಿಕೊಳ್ಳಬೇಕು. ಕ್ಯಾನ್ಸರ್ ನಿಯಂತ್ರಿಸುವ ಲಸಿಕೆಯನ್ನು ಮಕ್ಕಳಿಗೆ ನೀಡಬೇಕು ಎಂದರು. ಅಕ್ಕಮಹಾದೇವಿ ಮಹಿಳಾ ಸಂಘದ ಪದಾಧಿಕಾರಿಗಳು ಉಪಸ್ಥಿತರಿದ್ದರು. [350, 811, 490, 901]
vyayama-photo [40, 1392, 500, 1674]
notice-date: ದಿನಾಂಕ : 11-04-2025 [1003, 1758, 1082, 1769]
patrakarta-dateline: ಶಿವಮೊಗ್ಗ: [40, 1203, 72, 1213]
ravi-kicker: ಮಹನೀಯರ ಜಯಂತಿ ಕಾರ್ಯಕ್ರಮದಲ್ಲಿ ಉಪನ್ಯಾಸಕ ರವಿ ಕಲ್ಲಂಬಿ [676, 540, 1136, 565]
patrakarta-headline: ಪ್ರಾಮಾಣಿಕ ಮತ್ತು ಪಾರದರ್ಶಕವಾಗಿ ಕೆಲಸಮಾಡಿ : ಪತ್ರಕರ್ತರಿಗೆ ಸಾಹಿತಿ ಕುಂ.ವೀರಭದ್ರಪ್ಪ ಸಲಹೆ [40, 1164, 647, 1188]
